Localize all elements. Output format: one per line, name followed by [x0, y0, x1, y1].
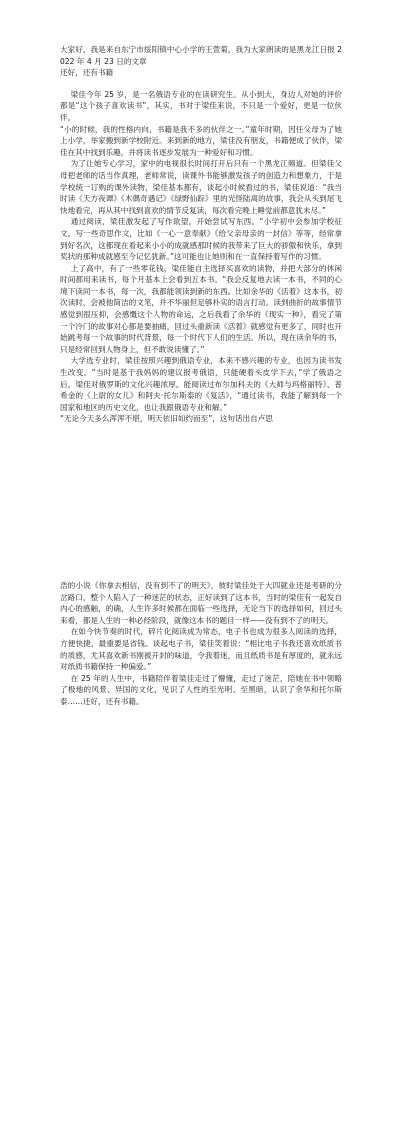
page-2-content	[60, 580, 342, 708]
paragraph: 梁佳今年 25 岁，是一名俄语专业的在读研究生。从小到大，身边人对她的评价都是“这个孩子喜欢读书”，其实，书对于梁佳来说，不只是一个爱好，更是一位伙伴。	[60, 89, 342, 122]
page-1-content	[60, 44, 342, 425]
article-title: 还好，还有书籍	[60, 68, 114, 78]
intro-line-1: 大家好，我是来自东宁市绥阳镇中心小学的王萱菊，我为大家朗读的是黑龙江日报 2022 年 4 月 23 日的文章	[60, 45, 342, 66]
document-page-1	[0, 0, 400, 460]
paragraph: 为了让她专心学习，家中的电视很长时间打开后只有一个黑龙江频道。但梁佳父母把老师的话当作真理，老师常说，读课外书能够激发孩子的创造力和想象力，于是学校统一订购的课外读物，梁佳基本都有，谈起小时候看过的书，梁佳说道：“我当时读《天方夜谭》《木偶奇遇记》《绿野仙踪》里的光怪陆离的故事，我会从头到尾飞快地看完，再从其中找到喜欢的情节反复读，每次看完晚上睡觉前都意犹未尽。”	[60, 159, 342, 215]
paragraph: 在 25 年的人生中，书籍陪伴着梁佳走过了懵懂，走过了迷茫，陪她在书中领略了极地的风景、异国的文化，见识了人性的至光明、至黑暗，认识了余华和托尔斯泰……还好，还有书籍。	[60, 673, 342, 706]
paragraph: 浩的小说《你拿去相信，没有到不了的明天》，彼时梁佳处于大四就业还是考研的分岔路口，整个人陷入了一种迷茫的状态，正好读到了这本书，当时的梁佳有一起发自内心的感触，的确，人生许多时候都在面临一些选择，无论当下的选择如何，回过头来看，都是人生的一种必经阶段，就像这本书的题目一样——没有到不了的明天。	[60, 581, 342, 625]
paragraph: 在如今快节奏的时代，碎片化阅读成为常态，电子书也成为很多人阅读的选择，方便快捷，最重要是省钱。谈起电子书，梁佳笑着说：“相比电子书我还喜欢纸质书的质感，尤其喜欢新书刚被开封的味道，令我着迷，而且纸质书是有厚度的，就永远对纸质书籍保持一种偏爱。”	[60, 627, 342, 672]
document-page-2	[0, 560, 400, 760]
paragraph: “小的时候，我的性格内向，书籍是我不多的伙伴之一。”童年时期，因任父母为了她上小学，举家搬到新学校附近。来到新的地方，梁佳没有朋友，书籍便成了伙伴，梁佳在其中找到乐趣，并将读书逐步发展为一种爱好和习惯。	[60, 124, 342, 157]
page-gap	[0, 460, 400, 560]
paragraph: “无论今天多么浑浑不堪，明天依旧如约而至”，这句话出自卢思	[60, 414, 273, 424]
paragraph: 大学选专业时，梁佳按照兴趣到俄语专业，本来不感兴趣的专业，也因为读书发生改变。“当时是基于我妈妈的建议报考俄语，只能硬着头皮学下去，”学了俄语之后，梁佳对俄罗斯的文化兴趣浓厚。能阅读过布尔加科夫的《大师与玛格丽特》、普希金的《上尉的女儿》和阿夫·托尔斯泰的《复活》，“通过读书，我能了解到每一个国家和地区的历史文化，也让我跟俄语专业和解。”	[60, 356, 342, 412]
paragraph: 上了高中，有了一些零花钱，梁佳能自主选择买喜欢的读物，并把大部分的休闲时间都用来读书，每个月基本上会看到五本书。“我会反复地去读一本书，不同的心境下读同一本书，每一次，我都能领读到新的东西。比如余华的《活着》这本书，初次读时，会被他简洁的文笔，并不华丽但足够朴实的语言打动。读到曲折的故事情节感觉到很压抑，会感慨这个人物的命运，之后我看了余华的《现实一种》，看完了第一个冷门的故事对心都是要抽痛，回过头重新读《活着》就感觉有更多了，同时也开始跳考每一个故事的时代背景，每一个时代下人们的生活。所以，现在读余华的书，只是经常回到人物身上，但不敢说读懂了。”	[60, 263, 342, 354]
paragraph: 通过阅读，梁佳激发起了写作欲望，开始尝试写东西。“小学初中会参加学校征文，写一些奇思作文，比如《一心一意奉献》《给父亲母亲的一封信》等等，经常拿到好名次，这都现在看起来小小的成就感那时候的我带来了巨大的骄傲和快乐，拿到奖状的那种成就感至今记忆犹新。”这可能也让她则和在一直保持着写作的习惯。	[60, 217, 342, 262]
